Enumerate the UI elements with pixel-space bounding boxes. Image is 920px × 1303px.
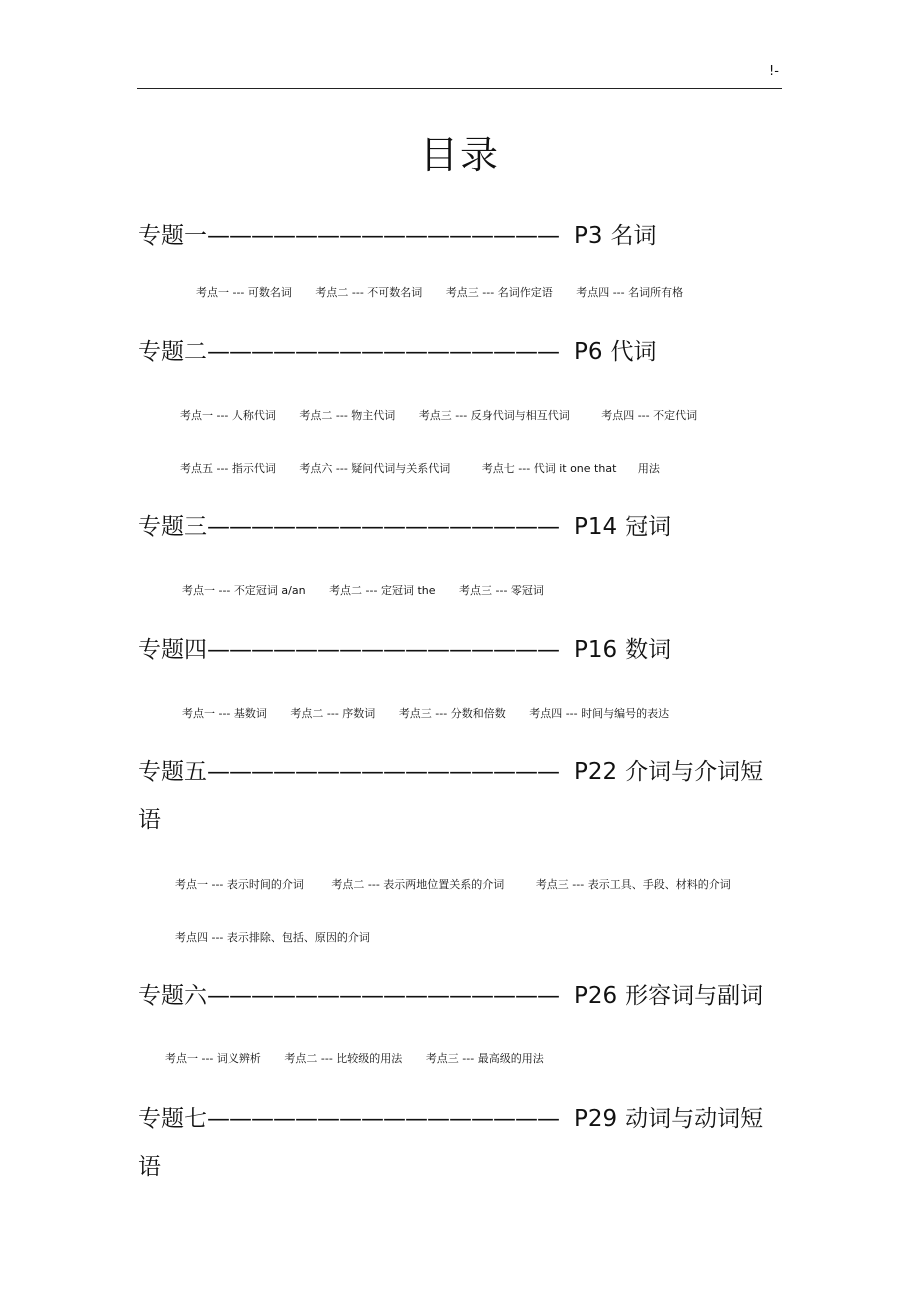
subtopic-item: 考点四 --- 不定代词 [601,409,698,422]
subtopic-row [182,705,689,721]
topic-page [574,503,774,551]
topic-page [574,748,774,796]
topic-heading [138,972,778,1020]
subtopic-item: 考点二 --- 不可数名词 [315,286,423,299]
subtopic-row [165,1050,564,1066]
topic-subject-continued: 语 [138,807,161,833]
subtopic-item: 考点三 --- 零冠词 [459,584,544,597]
subtopic-item: 考点一 --- 人称代词 [180,409,276,422]
topic-page [574,1095,774,1143]
subtopic-row [180,407,717,423]
header-rule [137,88,782,89]
topic-page [574,212,774,260]
page-number: P26 [574,983,618,1009]
subtopic-row [175,876,751,892]
topic-subject: 名词 [610,223,657,249]
topic-subject: 形容词与副词 [625,983,764,1009]
subtopic-item: 考点三 --- 分数和倍数 [398,707,506,720]
subtopic-item: 考点三 --- 最高级的用法 [425,1052,544,1065]
topic-subject: 动词与动词短 [625,1106,764,1132]
subtopic-item: 用法 [637,462,660,475]
subtopic-item: 考点二 --- 比较级的用法 [284,1052,403,1065]
topic-name: 专题一 [138,223,207,249]
page-number: P3 [574,223,603,249]
subtopic-item: 考点二 --- 表示两地位置关系的介词 [331,878,505,891]
subtopic-item: 考点三 --- 名词作定语 [445,286,553,299]
topic-heading [138,328,778,376]
topic-heading [138,212,778,260]
subtopic-item: 考点二 --- 物主代词 [299,409,396,422]
topic-name: 专题七 [138,1106,207,1132]
topic-heading [138,626,778,674]
topic-page [574,972,774,1020]
topic-subject: 数词 [625,637,672,663]
subtopic-item: 考点一 --- 基数词 [182,707,267,720]
topic-subject: 介词与介词短 [625,759,764,785]
topic-page [574,328,774,376]
leader-dashes: ———————————————— [207,339,559,365]
leader-dashes: ———————————————— [207,637,559,663]
leader-dashes: ———————————————— [207,223,559,249]
subtopic-item: 考点一 --- 词义辨析 [165,1052,261,1065]
subtopic-row [182,582,564,598]
subtopic-item: 考点二 --- 定冠词 the [329,584,436,597]
leader-dashes: ———————————————— [207,1106,559,1132]
leader-dashes: ———————————————— [207,514,559,540]
topic-subject-continued: 语 [138,1154,161,1180]
page-marker: !- [769,64,779,79]
subtopic-item: 考点三 --- 表示工具、手段、材料的介词 [535,878,731,891]
subtopic-item: 考点五 --- 指示代词 [180,462,276,475]
page-number: P14 [574,514,618,540]
topic-page [574,626,774,674]
page-number: P6 [574,339,603,365]
subtopic-item: 考点一 --- 不定冠词 a/an [182,584,306,597]
topic-heading [138,748,778,833]
topic-name: 专题二 [138,339,207,365]
topic-heading [138,503,778,551]
topic-name: 专题三 [138,514,207,540]
subtopic-item: 考点二 --- 序数词 [290,707,376,720]
page-number: P29 [574,1106,618,1132]
topic-name: 专题六 [138,983,207,1009]
subtopic-item: 考点七 --- 代词 it one that [481,462,617,475]
subtopic-item: 考点四 --- 名词所有格 [576,286,684,299]
page-number: P22 [574,759,618,785]
subtopic-item: 考点四 --- 时间与编号的表达 [529,707,670,720]
topic-subject: 代词 [610,339,657,365]
subtopic-item: 考点六 --- 疑问代词与关系代词 [299,462,451,475]
topic-name: 专题四 [138,637,207,663]
page-title: 目录 [419,133,500,177]
subtopic-row [175,929,390,945]
topic-subject: 冠词 [625,514,672,540]
subtopic-item: 考点一 --- 表示时间的介词 [175,878,304,891]
subtopic-item: 考点三 --- 反身代词与相互代词 [418,409,570,422]
subtopic-item: 考点一 --- 可数名词 [196,286,292,299]
topic-heading [138,1095,778,1180]
subtopic-row [196,284,703,300]
subtopic-row [180,460,680,476]
subtopic-item: 考点四 --- 表示排除、包括、原因的介词 [175,931,370,944]
leader-dashes: ———————————————— [207,983,559,1009]
leader-dashes: ———————————————— [207,759,559,785]
topic-name: 专题五 [138,759,207,785]
page-number: P16 [574,637,618,663]
